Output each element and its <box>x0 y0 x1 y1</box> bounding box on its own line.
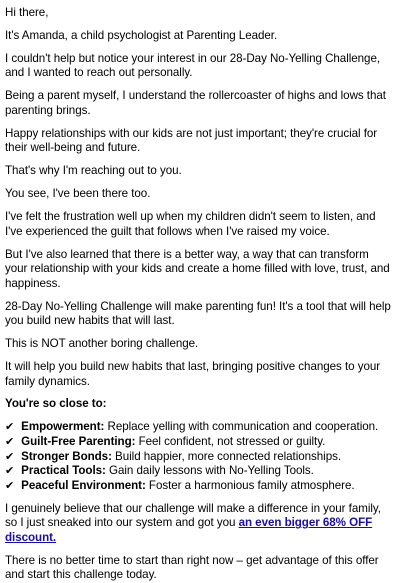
benefit-title: Guilt-Free Parenting: <box>21 434 136 448</box>
benefit-text: Gain daily lessons with No-Yelling Tools. <box>105 464 314 478</box>
closing-paragraph: There is no better time to start than right now – get advantage of this offer and start this challenge today. <box>5 553 379 582</box>
paragraph: But I've also learned that there is a better way, a way that can transform your relationship with your kids and create a home filled with love, trust, and happiness. <box>5 247 390 290</box>
paragraph: You see, I've been there too. <box>5 187 151 201</box>
benefit-title: Peaceful Environment: <box>21 478 146 492</box>
benefits-heading: You're so close to: <box>5 397 107 411</box>
paragraph: 28-Day No-Yelling Challenge will make parenting fun! It's a tool that will help you build new habits that will last. <box>5 299 391 328</box>
benefit-title: Stronger Bonds: <box>21 449 112 463</box>
checkmark-icon: ✔ <box>5 479 15 492</box>
benefit-item <box>5 420 392 435</box>
benefit-title: Empowerment: <box>21 420 105 434</box>
benefit-item <box>5 479 392 494</box>
paragraph: Being a parent myself, I understand the rollercoaster of highs and lows that parenting brings. <box>5 89 386 117</box>
paragraph: It will help you build new habits that last, bringing positive changes to your family dynamics. <box>5 359 381 388</box>
benefit-text: Foster a harmonious family atmosphere. <box>145 478 355 492</box>
discount-paragraph <box>5 502 392 546</box>
benefit-text: Build happier, more connected relationships. <box>111 449 342 463</box>
benefit-text: Feel confident, not stressed or guilty. <box>135 434 326 448</box>
paragraph: This is NOT another boring challenge. <box>5 337 199 351</box>
checkmark-icon: ✔ <box>5 465 15 478</box>
greeting: Hi there, <box>5 6 49 19</box>
benefit-title: Practical Tools: <box>21 464 106 478</box>
benefit-item <box>5 450 392 465</box>
benefits-list <box>5 420 392 493</box>
paragraph: I've felt the frustration well up when my children didn't seem to listen, and I've experienced the guilt that follows when I've raised my voice. <box>5 210 376 238</box>
checkmark-icon: ✔ <box>5 435 15 448</box>
benefit-item <box>5 435 392 450</box>
paragraph: That's why I'm reaching out to you. <box>5 164 182 178</box>
checkmark-icon: ✔ <box>5 450 15 463</box>
discount-text: I genuinely believe that our challenge will make a difference in your family, so I just sneaked into our system and got you <box>5 501 381 530</box>
paragraph: Happy relationships with our kids are not just important; they're crucial for their well-being and future. <box>5 126 378 155</box>
benefit-text: Replace yelling with communication and cooperation. <box>104 420 379 434</box>
discount-link[interactable]: an even bigger 68% OFF discount. <box>5 516 373 544</box>
intro-paragraph: It's Amanda, a child psychologist at Parenting Leader. <box>5 28 278 42</box>
benefit-item <box>5 464 392 479</box>
checkmark-icon: ✔ <box>5 421 15 434</box>
paragraph: I couldn't help but notice your interest in our 28-Day No-Yelling Challenge, and I wanted to reach out personally. <box>5 51 381 80</box>
